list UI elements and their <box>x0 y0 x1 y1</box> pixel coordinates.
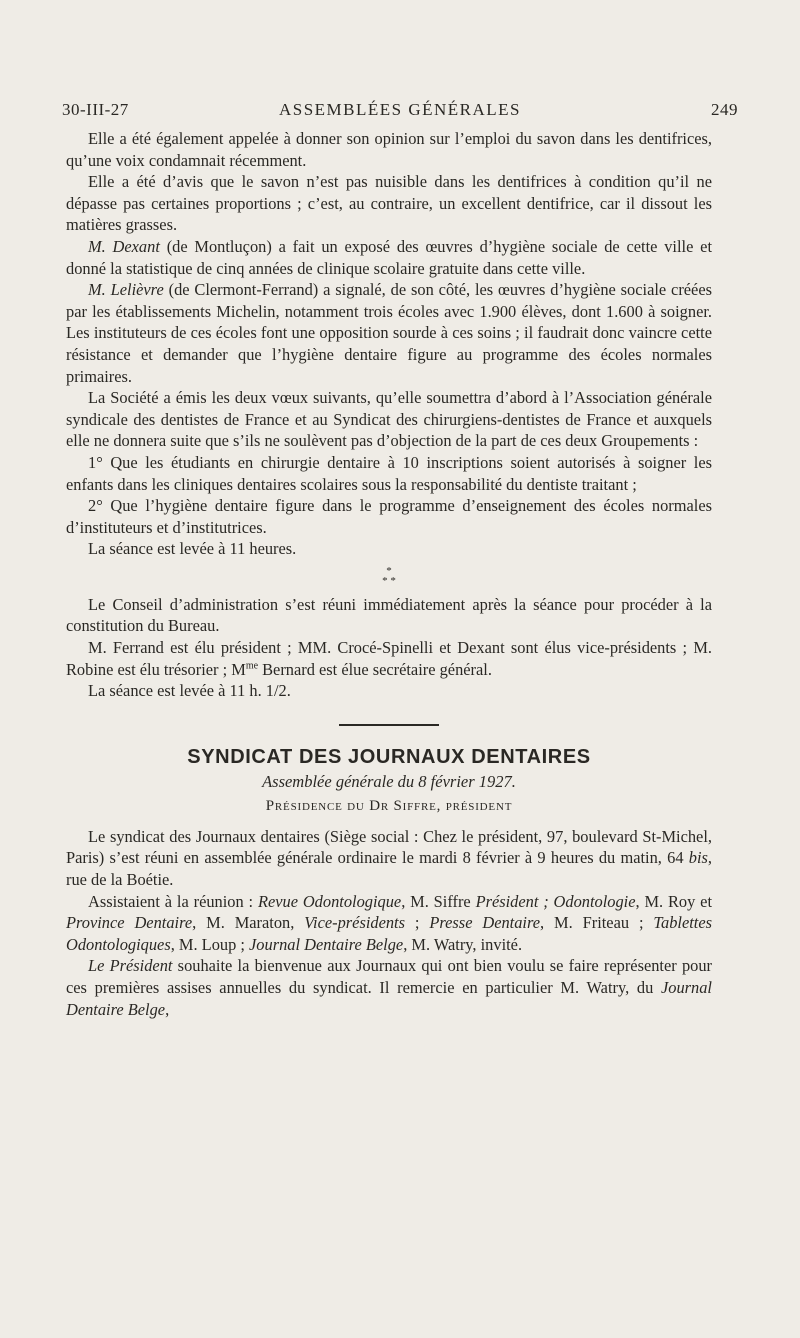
paragraph <box>66 128 712 171</box>
section-separator-stars: * * * <box>382 564 396 587</box>
paragraph <box>66 171 712 236</box>
page-number: 249 <box>711 100 738 119</box>
presidence-line: Présidence du Dr Siffre, président <box>265 797 513 814</box>
paragraph <box>66 637 712 680</box>
text-run: 2° Que l’hygiène dentaire figure dans le programme d’enseignement des écoles normales d’instituteurs et d’institutrices. <box>66 496 712 537</box>
text-run: La Société a émis les deux vœux suivants, qu’elle soumettra d’abord à l’Association générale syndicale des dentistes de France et au Syndicat des chirurgiens-dentistes de France et auxquels elle ne donnera suite que s’ils ne soulèvent pas d’objection de la part de ces deux Groupements : <box>66 388 712 451</box>
italic-text: Vice-présidents <box>304 913 405 933</box>
header-date: 30-III-27 <box>62 100 129 119</box>
superscript-text: me <box>245 660 259 672</box>
text-run: Bernard est élue secrétaire général. <box>258 659 492 679</box>
italic-text: Le Président <box>88 956 173 976</box>
horizontal-rule <box>339 724 439 726</box>
paragraph <box>66 452 712 495</box>
paragraph <box>66 826 712 891</box>
text-run: 1° Que les étudiants en chirurgie dentaire à 10 inscriptions soient autorisés à soigner les enfants dans les cliniques dentaires scolaires sous la responsabilité du dentiste traitant ; <box>66 452 712 494</box>
text-run: Le Conseil d’administration s’est réuni immédiatement après la séance pour procéder à la constitution du Bureau. <box>66 594 712 636</box>
paragraph <box>66 594 712 637</box>
paragraph <box>66 279 712 387</box>
text-run: Elle a été d’avis que le savon n’est pas nuisible dans les dentifrices à condition qu’il ne dépasse pas certaines proportions ; c’est, au contraire, un excellent dentifrice, car il dissout les matières grasses. <box>66 172 712 235</box>
minutes-section <box>66 128 712 560</box>
text-run: , M. Loup ; <box>170 934 250 954</box>
italic-text: bis <box>688 848 708 868</box>
paragraph <box>66 538 712 560</box>
text-run: , M. Roy et <box>635 891 712 911</box>
text-run: Le syndicat des Journaux dentaires (Siège social : Chez le président, 97, boulevard St-Michel, Paris) s’est réuni en assemblée générale ordinaire le mardi 8 février à 9 heures du matin, 64 <box>66 826 712 868</box>
italic-text: Président ; Odontologie <box>475 891 636 911</box>
italic-text: Revue Odontologique <box>257 891 402 911</box>
text-run: (de Clermont-Ferrand) a signalé, de son côté, les œuvres d’hygiène sociale créées par les établissements Michelin, notamment trois écoles avec 1.900 élèves, dont 1.600 à soigner. Les instituteurs de ces écoles font une opposition sourde à ces soins ; il faudrait donc vaincre cette résistance et demander que l’hygiène dentaire figure au programme des écoles normales primaires. <box>66 280 712 386</box>
text-run: ; <box>405 913 430 933</box>
text-run: La séance est levée à 11 h. 1/2. <box>88 681 291 701</box>
council-section <box>66 594 712 702</box>
text-run: , <box>165 999 170 1019</box>
paragraph <box>66 495 712 538</box>
text-run: Assistaient à la réunion : <box>88 891 258 911</box>
text-run: souhaite la bienvenue aux Journaux qui ont bien voulu se faire représenter pour ces premières assises annuelles du syndicat. Il remercie en particulier M. Watry, du <box>66 956 712 997</box>
italic-text: Province Dentaire <box>66 913 193 933</box>
paragraph <box>66 955 712 1020</box>
running-header <box>62 100 738 124</box>
text-run: M. Ferrand est élu président ; MM. Crocé-Spinelli et Dexant sont élus vice-présidents ; M. Robine est élu trésorier ; M <box>66 638 712 679</box>
section-heading: SYNDICAT DES JOURNAUX DENTAIRES <box>187 745 591 768</box>
italic-text: Tablettes Odontologiques <box>66 913 713 954</box>
header-title: ASSEMBLÉES GÉNÉRALES <box>278 100 522 119</box>
text-run: , M. Friteau ; <box>540 913 654 933</box>
paragraph <box>66 680 712 702</box>
text-run: , rue de la Boétie. <box>66 848 712 890</box>
paragraph <box>66 387 712 452</box>
section-subheading: Assemblée générale du 8 février 1927. <box>262 771 516 791</box>
syndicat-section <box>66 826 712 1020</box>
page-body <box>66 128 712 1020</box>
paragraph <box>66 891 712 956</box>
italic-text: Journal Dentaire Belge <box>249 934 404 954</box>
paragraph <box>66 236 712 279</box>
italic-text: M. Dexant <box>88 236 160 256</box>
italic-text: M. Lelièvre <box>88 280 164 300</box>
italic-text: Presse Dentaire <box>429 913 541 933</box>
text-run: , M. Maraton, <box>192 913 305 933</box>
text-run: (de Montluçon) a fait un exposé des œuvres d’hygiène sociale de cette ville et donné la statistique de cinq années de clinique scolaire gratuite dans cette ville. <box>66 236 712 278</box>
italic-text: Journal Dentaire Belge <box>66 978 712 1019</box>
text-run: La séance est levée à 11 heures. <box>88 539 297 559</box>
text-run: Elle a été également appelée à donner son opinion sur l’emploi du savon dans les dentifrices, qu’une voix condamnait récemment. <box>66 129 712 170</box>
text-run: , M. Siffre <box>401 891 476 911</box>
text-run: , M. Watry, invité. <box>403 934 523 954</box>
